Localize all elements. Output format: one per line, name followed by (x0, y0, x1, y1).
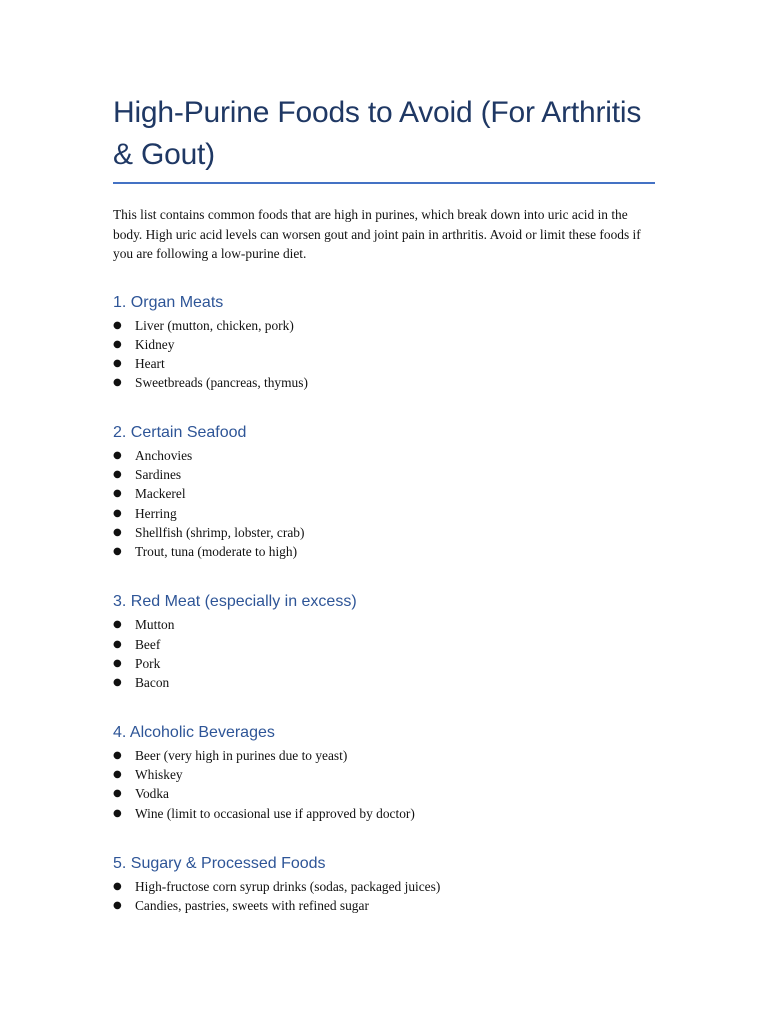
bullet-icon: ● (113, 768, 122, 780)
list-item-text: Sardines (135, 466, 182, 482)
item-list (113, 446, 655, 562)
list-item (113, 896, 655, 915)
list-item-text: Bacon (135, 675, 170, 691)
list-item (113, 784, 655, 803)
list-item-text: Pork (135, 656, 161, 672)
list-item (113, 354, 655, 373)
section-heading: 4. Alcoholic Beverages (113, 723, 275, 741)
list-item (113, 877, 655, 896)
list-item-text: Liver (mutton, chicken, pork) (135, 317, 294, 333)
section-red-meat (113, 592, 655, 692)
bullet-icon: ● (113, 900, 122, 912)
section-organ-meats (113, 293, 655, 393)
list-item (113, 465, 655, 484)
list-item-text: Vodka (135, 786, 169, 802)
item-list (113, 615, 655, 692)
list-item-text: Trout, tuna (moderate to high) (135, 544, 298, 560)
list-item-text: High-fructose corn syrup drinks (sodas, packaged juices) (135, 878, 441, 894)
list-item (113, 523, 655, 542)
bullet-icon: ● (113, 546, 122, 558)
page-title: High-Purine Foods to Avoid (For Arthritis & Gout) (113, 96, 642, 171)
bullet-icon: ● (113, 677, 122, 689)
list-item (113, 504, 655, 523)
intro-paragraph: This list contains common foods that are high in purines, which break down into uric acid in the body. High uric acid levels can worsen gout and joint pain in arthritis. Avoid or limit these foods if you are following a low-purine diet. (113, 207, 641, 261)
bullet-icon: ● (113, 526, 122, 538)
bullet-icon: ● (113, 807, 122, 819)
section-alcoholic-beverages (113, 723, 655, 823)
list-item (113, 746, 655, 765)
list-item (113, 673, 655, 692)
sections-container (113, 293, 655, 916)
bullet-icon: ● (113, 788, 122, 800)
list-item-text: Beef (135, 636, 161, 652)
item-list (113, 746, 655, 823)
list-item-text: Herring (135, 505, 177, 521)
title-divider (113, 182, 655, 184)
list-item-text: Shellfish (shrimp, lobster, crab) (135, 524, 305, 540)
document-body (113, 92, 655, 915)
bullet-icon: ● (113, 338, 122, 350)
bullet-icon: ● (113, 658, 122, 670)
section-heading: 2. Certain Seafood (113, 423, 247, 441)
bullet-icon: ● (113, 507, 122, 519)
list-item (113, 484, 655, 503)
item-list (113, 316, 655, 393)
list-item-text: Anchovies (135, 447, 193, 463)
section-sugary-processed-foods (113, 854, 655, 916)
section-heading: 1. Organ Meats (113, 293, 224, 311)
bullet-icon: ● (113, 638, 122, 650)
list-item (113, 635, 655, 654)
section-heading: 5. Sugary & Processed Foods (113, 854, 326, 872)
item-list (113, 877, 655, 916)
section-heading: 3. Red Meat (especially in excess) (113, 593, 357, 611)
list-item (113, 446, 655, 465)
list-item (113, 335, 655, 354)
bullet-icon: ● (113, 449, 122, 461)
list-item-text: Candies, pastries, sweets with refined sugar (135, 898, 369, 914)
list-item-text: Heart (135, 356, 165, 372)
list-item-text: Mutton (135, 617, 175, 633)
list-item-text: Kidney (135, 336, 175, 352)
list-item (113, 654, 655, 673)
bullet-icon: ● (113, 319, 122, 331)
list-item-text: Beer (very high in purines due to yeast) (135, 747, 348, 763)
list-item-text: Sweetbreads (pancreas, thymus) (135, 375, 308, 391)
list-item (113, 373, 655, 392)
bullet-icon: ● (113, 619, 122, 631)
bullet-icon: ● (113, 468, 122, 480)
bullet-icon: ● (113, 749, 122, 761)
list-item-text: Wine (limit to occasional use if approved by doctor) (135, 805, 415, 821)
bullet-icon: ● (113, 880, 122, 892)
list-item (113, 765, 655, 784)
list-item-text: Mackerel (135, 486, 186, 502)
list-item (113, 615, 655, 634)
bullet-icon: ● (113, 488, 122, 500)
section-certain-seafood (113, 423, 655, 562)
list-item (113, 542, 655, 561)
bullet-icon: ● (113, 377, 122, 389)
bullet-icon: ● (113, 358, 122, 370)
list-item-text: Whiskey (135, 766, 183, 782)
list-item (113, 804, 655, 823)
list-item (113, 316, 655, 335)
